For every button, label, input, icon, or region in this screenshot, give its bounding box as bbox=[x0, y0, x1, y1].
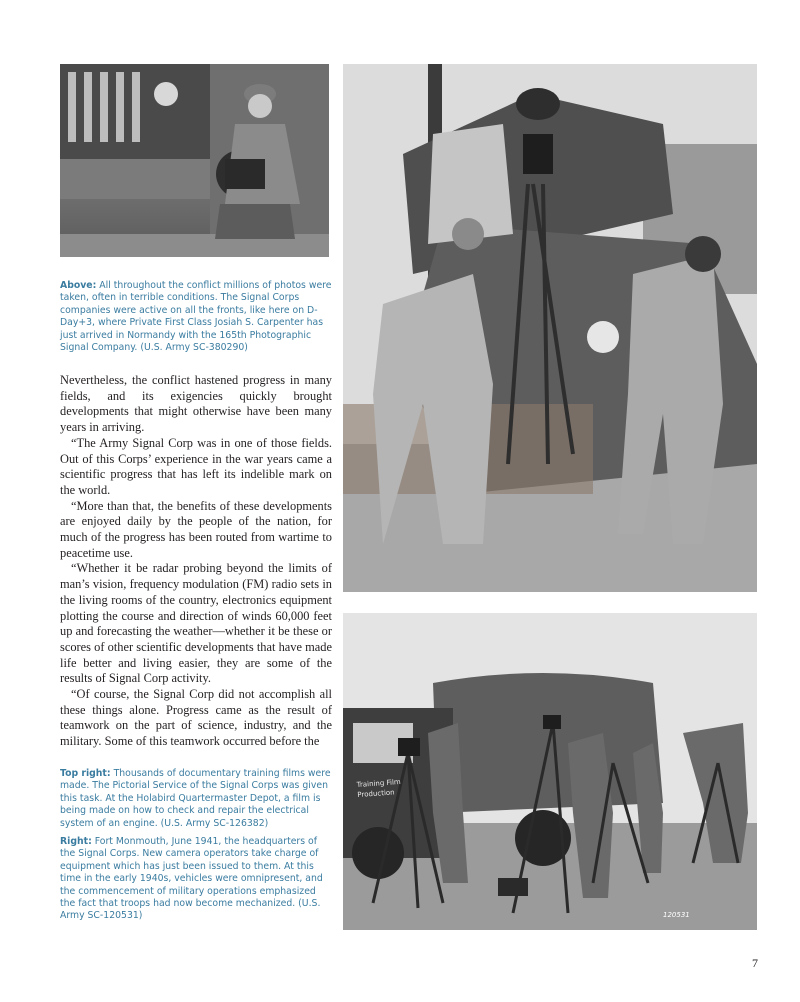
caption-group-right bbox=[60, 768, 334, 929]
article-body bbox=[60, 373, 332, 750]
camera-operators-photo-icon bbox=[343, 613, 757, 930]
body-paragraph: “Whether it be radar probing beyond the limits of man’s vision, frequency modulation (FM) radio sets in the living rooms of the country, electronics equipment plotting the course and direction of winds 60,000 feet up and forecasting the weather—whether it be these or scores of other scientific developments that have made life better and living easier, they are some of the results of Signal Corp activity. bbox=[60, 561, 332, 686]
caption-text: Fort Monmouth, June 1941, the headquarters of the Signal Corps. New camera operators take charge of equipment which has just been issued to them. At this time in the early 1940s, vehicles were omnipresent, and the commencement of military operations emphasized the fact that troops had now become mechanized. (U.S. Army SC-120531) bbox=[60, 836, 323, 922]
body-paragraph: “More than that, the benefits of these developments are enjoyed daily by the people of the nation, for much of the progress has been routed from wartime to peacetime use. bbox=[60, 498, 332, 560]
photo-soldier-with-camera bbox=[60, 64, 329, 257]
caption-text: Thousands of documentary training films were made. The Pictorial Service of the Signal Corps was given this task. At the Holabird Quartermaster Depot, a film is being made on how to check and repair the electrical system of an engine. (U.S. Army SC-126382) bbox=[60, 768, 331, 829]
caption-label: Top right: bbox=[60, 768, 111, 779]
caption-right bbox=[60, 836, 334, 923]
photo-camera-operators bbox=[343, 613, 757, 930]
soldier-camera-photo-icon bbox=[60, 64, 329, 257]
caption-top-right bbox=[60, 768, 334, 830]
body-paragraph: “The Army Signal Corp was in one of those fields. Out of this Corps’ experience in the war years came a scientific progress that has left its indelible mark on the world. bbox=[60, 435, 332, 497]
body-paragraph: “Of course, the Signal Corp did not accomplish all these things alone. Progress came as the result of teamwork on the part of science, industry, and the military. Some of this teamwork occurred before the bbox=[60, 687, 332, 749]
photo-filming-truck-engine bbox=[343, 64, 757, 592]
body-paragraph: Nevertheless, the conflict hastened progress in many fields, and its exigencies quickly brought developments that might otherwise have been many years in arriving. bbox=[60, 373, 332, 435]
print-number: 120531 bbox=[663, 911, 690, 919]
caption-above bbox=[60, 280, 334, 360]
film-crew-truck-photo-icon bbox=[343, 64, 757, 592]
page-number: 7 bbox=[752, 956, 758, 970]
caption-label: Right: bbox=[60, 836, 92, 848]
truck-sign: Training Film Production bbox=[356, 777, 401, 800]
caption-text: All throughout the conflict millions of photos were taken, often in terrible conditions. The Signal Corps companies were active on all the fronts, like here on D-Day+3, where Private First Class Josiah S. Carpenter has just arrived in Normandy with the 165th Photographic Signal Company. (U.S. Army SC-380290) bbox=[60, 280, 332, 354]
caption-label: Above: bbox=[60, 280, 97, 291]
